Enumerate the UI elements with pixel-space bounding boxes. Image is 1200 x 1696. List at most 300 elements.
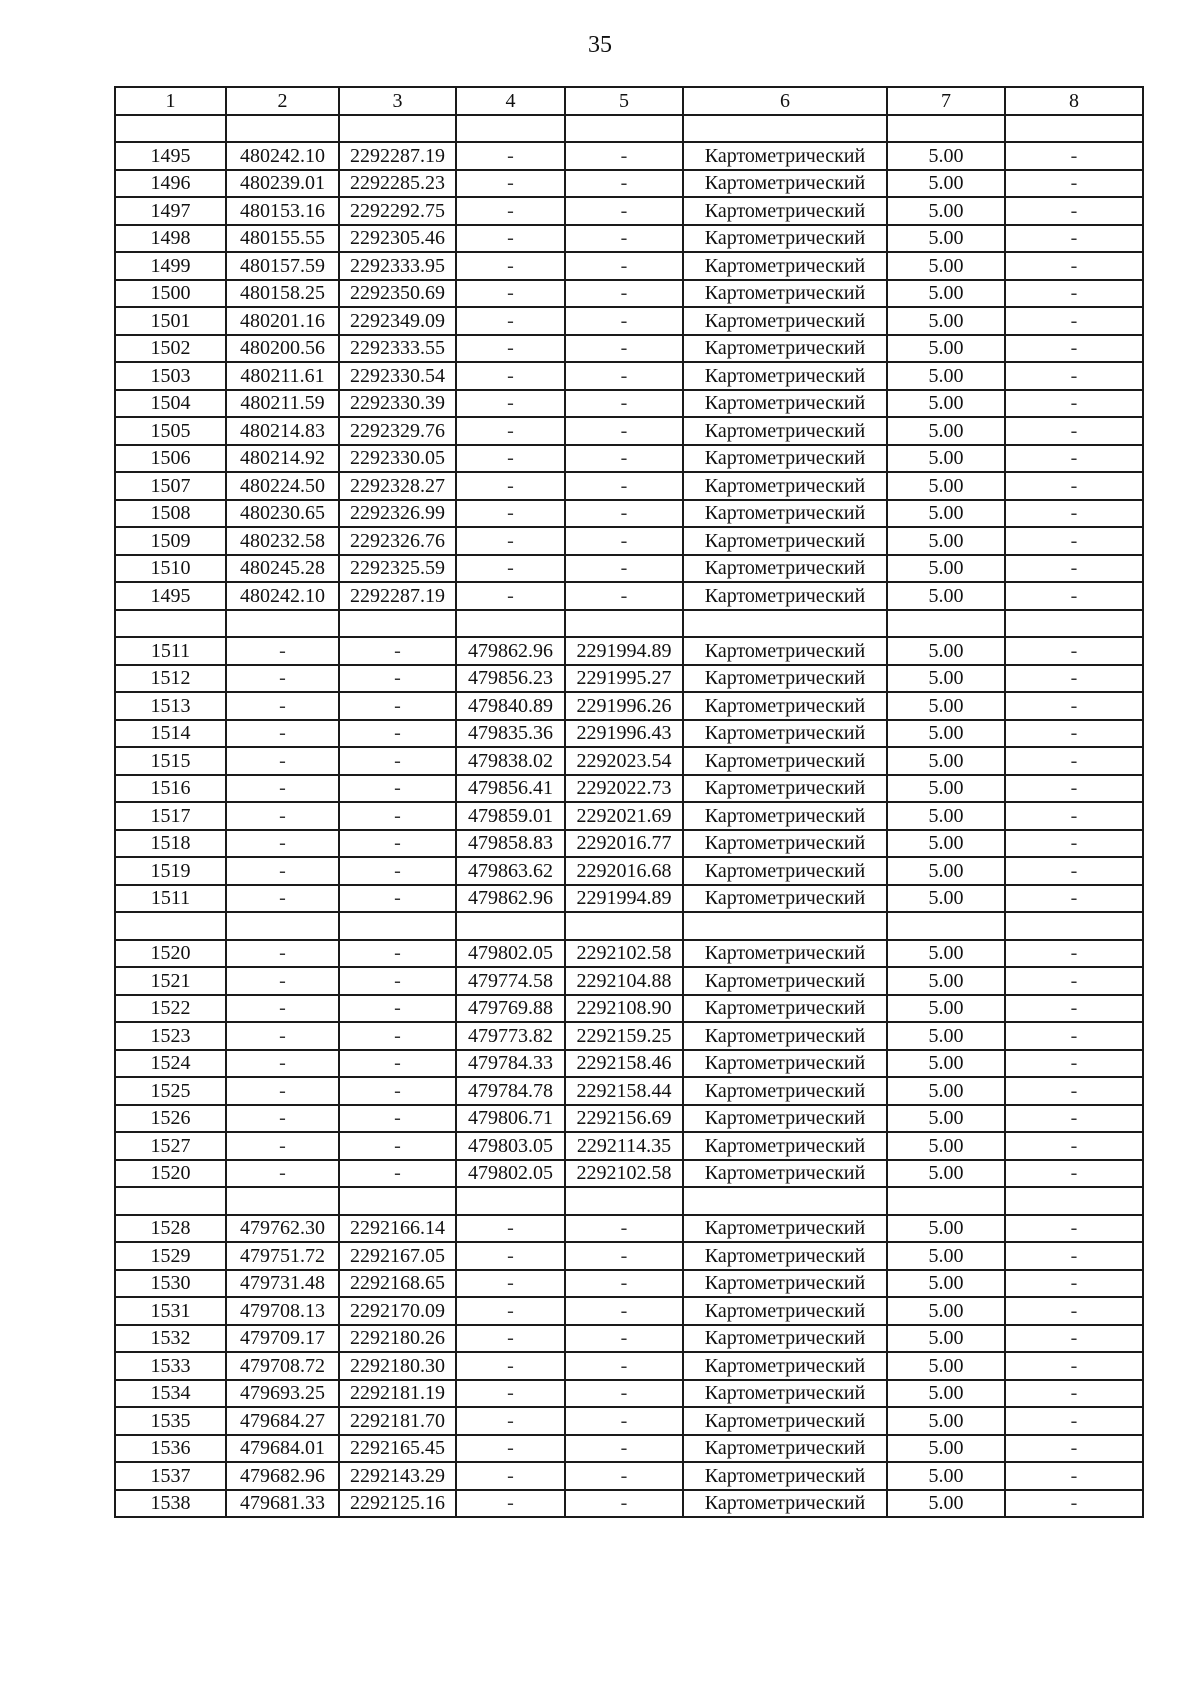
table-row — [115, 307, 1143, 335]
table-cell: 480211.59 — [226, 390, 339, 418]
table-cell: 5.00 — [887, 1490, 1005, 1518]
table-cell: 2292108.90 — [565, 995, 683, 1023]
empty-cell — [115, 610, 226, 638]
table-cell: - — [456, 582, 565, 610]
table-cell: 2292285.23 — [339, 170, 456, 198]
table-cell: 5.00 — [887, 527, 1005, 555]
table-cell: 2292181.70 — [339, 1407, 456, 1435]
table-cell: - — [1005, 1215, 1143, 1243]
table-cell: 2292168.65 — [339, 1270, 456, 1298]
table-cell: Картометрический — [683, 1132, 887, 1160]
table-cell: - — [226, 967, 339, 995]
empty-cell — [226, 912, 339, 940]
table-cell: - — [1005, 390, 1143, 418]
table-cell: 5.00 — [887, 885, 1005, 913]
table-cell: - — [565, 280, 683, 308]
empty-cell — [226, 1187, 339, 1215]
table-cell: - — [1005, 225, 1143, 253]
table-cell: 2292102.58 — [565, 940, 683, 968]
table-cell: Картометрический — [683, 1105, 887, 1133]
table-cell: Картометрический — [683, 500, 887, 528]
table-cell: 1535 — [115, 1407, 226, 1435]
table-cell: 2291996.43 — [565, 720, 683, 748]
table-cell: Картометрический — [683, 637, 887, 665]
table-cell: 1511 — [115, 885, 226, 913]
table-cell: 2292325.59 — [339, 555, 456, 583]
table-cell: 1522 — [115, 995, 226, 1023]
table-cell: 479802.05 — [456, 940, 565, 968]
table-cell: 5.00 — [887, 967, 1005, 995]
table-cell: 5.00 — [887, 720, 1005, 748]
table-cell: 2292021.69 — [565, 802, 683, 830]
table-cell: - — [1005, 1050, 1143, 1078]
table-cell: 2292102.58 — [565, 1160, 683, 1188]
table-cell: 2292158.44 — [565, 1077, 683, 1105]
table-cell: 5.00 — [887, 417, 1005, 445]
table-cell: 1508 — [115, 500, 226, 528]
table-cell: - — [456, 1490, 565, 1518]
table-row — [115, 885, 1143, 913]
table-row — [115, 637, 1143, 665]
table-cell: - — [565, 390, 683, 418]
table-cell: Картометрический — [683, 472, 887, 500]
table-cell: - — [565, 197, 683, 225]
table-cell: Картометрический — [683, 1160, 887, 1188]
separator-row — [115, 115, 1143, 143]
table-cell: 1506 — [115, 445, 226, 473]
table-cell: 5.00 — [887, 225, 1005, 253]
column-header: 4 — [456, 87, 565, 115]
empty-cell — [887, 1187, 1005, 1215]
table-row — [115, 417, 1143, 445]
table-cell: - — [1005, 1352, 1143, 1380]
table-cell: - — [1005, 885, 1143, 913]
table-cell: - — [456, 170, 565, 198]
table-cell: - — [565, 307, 683, 335]
empty-cell — [115, 1187, 226, 1215]
table-row — [115, 1325, 1143, 1353]
empty-cell — [115, 912, 226, 940]
table-cell: 479684.01 — [226, 1435, 339, 1463]
table-cell: Картометрический — [683, 280, 887, 308]
table-cell: 479769.88 — [456, 995, 565, 1023]
table-cell: 2292287.19 — [339, 142, 456, 170]
table-cell: 5.00 — [887, 775, 1005, 803]
table-cell: 5.00 — [887, 500, 1005, 528]
table-cell: - — [226, 775, 339, 803]
table-cell: - — [565, 1490, 683, 1518]
table-cell: 5.00 — [887, 252, 1005, 280]
table-cell: 5.00 — [887, 197, 1005, 225]
table-cell: 480158.25 — [226, 280, 339, 308]
table-cell: 2292158.46 — [565, 1050, 683, 1078]
table-cell: - — [1005, 830, 1143, 858]
table-cell: - — [456, 1242, 565, 1270]
table-cell: 2292104.88 — [565, 967, 683, 995]
table-cell: 480155.55 — [226, 225, 339, 253]
table-cell: - — [456, 1352, 565, 1380]
table-cell: 480242.10 — [226, 582, 339, 610]
table-cell: Картометрический — [683, 720, 887, 748]
table-cell: 5.00 — [887, 637, 1005, 665]
table-cell: - — [1005, 197, 1143, 225]
table-cell: - — [456, 280, 565, 308]
table-row — [115, 692, 1143, 720]
table-cell: - — [456, 472, 565, 500]
table-cell: Картометрический — [683, 1297, 887, 1325]
table-cell: - — [339, 1077, 456, 1105]
table-row — [115, 1297, 1143, 1325]
column-header: 8 — [1005, 87, 1143, 115]
table-cell: 1514 — [115, 720, 226, 748]
table-cell: 5.00 — [887, 555, 1005, 583]
table-cell: - — [226, 1022, 339, 1050]
table-cell: - — [565, 1242, 683, 1270]
table-cell: Картометрический — [683, 197, 887, 225]
table-body — [115, 115, 1143, 1518]
table-cell: - — [1005, 582, 1143, 610]
table-cell: 5.00 — [887, 472, 1005, 500]
table-cell: 479859.01 — [456, 802, 565, 830]
table-cell: 1518 — [115, 830, 226, 858]
table-cell: Картометрический — [683, 335, 887, 363]
table-cell: 5.00 — [887, 1242, 1005, 1270]
table-row — [115, 1050, 1143, 1078]
table-row — [115, 995, 1143, 1023]
table-cell: - — [456, 307, 565, 335]
table-cell: - — [226, 830, 339, 858]
table-cell: 1504 — [115, 390, 226, 418]
table-cell: - — [1005, 335, 1143, 363]
table-row — [115, 1242, 1143, 1270]
table-cell: 479863.62 — [456, 857, 565, 885]
table-cell: - — [1005, 170, 1143, 198]
table-cell: - — [456, 1297, 565, 1325]
table-cell: - — [339, 857, 456, 885]
table-cell: 5.00 — [887, 390, 1005, 418]
table-cell: Картометрический — [683, 445, 887, 473]
table-row — [115, 252, 1143, 280]
table-cell: 5.00 — [887, 665, 1005, 693]
table-cell: - — [565, 500, 683, 528]
table-cell: 1505 — [115, 417, 226, 445]
table-cell: 1512 — [115, 665, 226, 693]
table-cell: 479682.96 — [226, 1462, 339, 1490]
column-header: 1 — [115, 87, 226, 115]
table-cell: - — [1005, 1105, 1143, 1133]
table-cell: - — [226, 1132, 339, 1160]
table-row — [115, 1077, 1143, 1105]
table-cell: - — [565, 170, 683, 198]
table-cell: 479708.72 — [226, 1352, 339, 1380]
table-cell: - — [565, 1435, 683, 1463]
column-header: 5 — [565, 87, 683, 115]
table-cell: - — [339, 995, 456, 1023]
table-cell: 1499 — [115, 252, 226, 280]
table-cell: 2292329.76 — [339, 417, 456, 445]
table-cell: Картометрический — [683, 307, 887, 335]
table-cell: - — [226, 1160, 339, 1188]
empty-cell — [683, 115, 887, 143]
table-cell: 2292125.16 — [339, 1490, 456, 1518]
table-cell: 479693.25 — [226, 1380, 339, 1408]
table-cell: 1517 — [115, 802, 226, 830]
table-cell: Картометрический — [683, 1380, 887, 1408]
table-cell: Картометрический — [683, 940, 887, 968]
separator-row — [115, 610, 1143, 638]
table-cell: - — [565, 582, 683, 610]
table-cell: 5.00 — [887, 995, 1005, 1023]
table-cell: Картометрический — [683, 747, 887, 775]
table-cell: - — [565, 225, 683, 253]
table-cell: 1530 — [115, 1270, 226, 1298]
table-cell: Картометрический — [683, 555, 887, 583]
table-cell: 2292114.35 — [565, 1132, 683, 1160]
table-row — [115, 1462, 1143, 1490]
table-row — [115, 1435, 1143, 1463]
table-cell: Картометрический — [683, 885, 887, 913]
table-cell: 5.00 — [887, 142, 1005, 170]
table-cell: 1532 — [115, 1325, 226, 1353]
table-cell: 480230.65 — [226, 500, 339, 528]
separator-row — [115, 912, 1143, 940]
table-cell: 479784.33 — [456, 1050, 565, 1078]
table-cell: - — [1005, 472, 1143, 500]
empty-cell — [887, 115, 1005, 143]
table-cell: - — [226, 637, 339, 665]
table-cell: - — [565, 1352, 683, 1380]
table-cell: - — [1005, 637, 1143, 665]
table-row — [115, 197, 1143, 225]
table-cell: 480153.16 — [226, 197, 339, 225]
table-row — [115, 857, 1143, 885]
table-cell: 5.00 — [887, 582, 1005, 610]
table-cell: 2291994.89 — [565, 637, 683, 665]
table-cell: - — [226, 995, 339, 1023]
table-cell: 1520 — [115, 940, 226, 968]
table-cell: - — [339, 637, 456, 665]
empty-cell — [1005, 1187, 1143, 1215]
table-row — [115, 390, 1143, 418]
table-cell: 2291995.27 — [565, 665, 683, 693]
table-cell: - — [1005, 252, 1143, 280]
table-cell: Картометрический — [683, 692, 887, 720]
table-row — [115, 967, 1143, 995]
table-cell: - — [1005, 500, 1143, 528]
table-cell: 1507 — [115, 472, 226, 500]
table-cell: 1516 — [115, 775, 226, 803]
table-cell: Картометрический — [683, 665, 887, 693]
table-cell: - — [1005, 720, 1143, 748]
table-row — [115, 1105, 1143, 1133]
table-cell: 479856.23 — [456, 665, 565, 693]
table-cell: - — [456, 362, 565, 390]
table-cell: 1524 — [115, 1050, 226, 1078]
table-row — [115, 1022, 1143, 1050]
table-cell: 2292333.55 — [339, 335, 456, 363]
table-cell: 1495 — [115, 142, 226, 170]
table-cell: 2292326.76 — [339, 527, 456, 555]
table-cell: 1521 — [115, 967, 226, 995]
table-cell: 479751.72 — [226, 1242, 339, 1270]
table-cell: - — [1005, 1490, 1143, 1518]
empty-cell — [339, 912, 456, 940]
table-cell: 1529 — [115, 1242, 226, 1270]
table-cell: 2292170.09 — [339, 1297, 456, 1325]
table-cell: - — [1005, 1380, 1143, 1408]
table-cell: 479681.33 — [226, 1490, 339, 1518]
table-cell: 479840.89 — [456, 692, 565, 720]
table-cell: 2292159.25 — [565, 1022, 683, 1050]
table-row — [115, 280, 1143, 308]
empty-cell — [683, 610, 887, 638]
empty-cell — [115, 115, 226, 143]
table-cell: 480232.58 — [226, 527, 339, 555]
table-cell: - — [565, 142, 683, 170]
table-cell: 5.00 — [887, 1050, 1005, 1078]
table-cell: - — [565, 335, 683, 363]
empty-cell — [565, 115, 683, 143]
table-row — [115, 720, 1143, 748]
table-cell: 5.00 — [887, 1270, 1005, 1298]
empty-cell — [456, 912, 565, 940]
table-cell: 5.00 — [887, 170, 1005, 198]
table-cell: 2292330.39 — [339, 390, 456, 418]
table-cell: - — [1005, 417, 1143, 445]
table-cell: - — [456, 1270, 565, 1298]
column-header: 6 — [683, 87, 887, 115]
table-cell: - — [1005, 445, 1143, 473]
table-header-row — [115, 87, 1143, 115]
table-cell: - — [1005, 1297, 1143, 1325]
table-cell: - — [456, 1407, 565, 1435]
table-row — [115, 1407, 1143, 1435]
table-cell: 1513 — [115, 692, 226, 720]
table-cell: - — [226, 857, 339, 885]
table-cell: - — [1005, 527, 1143, 555]
table-row — [115, 500, 1143, 528]
table-cell: 480245.28 — [226, 555, 339, 583]
empty-cell — [226, 610, 339, 638]
table-cell: 1534 — [115, 1380, 226, 1408]
table-row — [115, 1352, 1143, 1380]
table-cell: Картометрический — [683, 362, 887, 390]
table-cell: - — [339, 830, 456, 858]
empty-cell — [565, 1187, 683, 1215]
table-cell: 5.00 — [887, 830, 1005, 858]
table-cell: 479862.96 — [456, 637, 565, 665]
table-cell: - — [565, 1462, 683, 1490]
table-cell: - — [565, 1380, 683, 1408]
table-cell: - — [1005, 142, 1143, 170]
table-cell: 479708.13 — [226, 1297, 339, 1325]
table-cell: - — [339, 692, 456, 720]
table-cell: - — [226, 1077, 339, 1105]
table-cell: - — [1005, 747, 1143, 775]
table-cell: - — [565, 445, 683, 473]
table-cell: 1537 — [115, 1462, 226, 1490]
table-cell: 1500 — [115, 280, 226, 308]
table-cell: 2292330.54 — [339, 362, 456, 390]
table-cell: - — [565, 1325, 683, 1353]
table-cell: - — [565, 362, 683, 390]
table-cell: 1528 — [115, 1215, 226, 1243]
empty-cell — [683, 1187, 887, 1215]
table-cell: 1526 — [115, 1105, 226, 1133]
table-cell: - — [1005, 280, 1143, 308]
table-cell: 2292350.69 — [339, 280, 456, 308]
table-cell: Картометрический — [683, 1352, 887, 1380]
empty-cell — [339, 610, 456, 638]
table-cell: Картометрический — [683, 1407, 887, 1435]
column-header: 3 — [339, 87, 456, 115]
column-header: 7 — [887, 87, 1005, 115]
table-cell: - — [339, 747, 456, 775]
table-cell: 1519 — [115, 857, 226, 885]
table-cell: - — [456, 142, 565, 170]
table-cell: Картометрический — [683, 1077, 887, 1105]
table-cell: 1496 — [115, 170, 226, 198]
table-cell: 5.00 — [887, 1407, 1005, 1435]
table-cell: - — [1005, 995, 1143, 1023]
empty-cell — [565, 912, 683, 940]
table-cell: - — [226, 885, 339, 913]
table-cell: 479806.71 — [456, 1105, 565, 1133]
coordinates-table — [114, 86, 1144, 1518]
table-cell: 5.00 — [887, 940, 1005, 968]
table-cell: - — [456, 335, 565, 363]
table-row — [115, 555, 1143, 583]
table-cell: Картометрический — [683, 967, 887, 995]
table-row — [115, 582, 1143, 610]
table-row — [115, 1490, 1143, 1518]
table-cell: 2292330.05 — [339, 445, 456, 473]
table-cell: 1520 — [115, 1160, 226, 1188]
table-cell: 2292016.77 — [565, 830, 683, 858]
table-cell: - — [1005, 775, 1143, 803]
table-cell: - — [456, 1462, 565, 1490]
table-row — [115, 527, 1143, 555]
table-cell: 1523 — [115, 1022, 226, 1050]
table-cell: 1510 — [115, 555, 226, 583]
table-cell: Картометрический — [683, 527, 887, 555]
table-cell: - — [456, 555, 565, 583]
table-cell: 1495 — [115, 582, 226, 610]
table-cell: Картометрический — [683, 252, 887, 280]
table-cell: 2292333.95 — [339, 252, 456, 280]
table-cell: 1503 — [115, 362, 226, 390]
table-cell: Картометрический — [683, 802, 887, 830]
table-cell: - — [1005, 1132, 1143, 1160]
table-cell: - — [339, 720, 456, 748]
table-cell: Картометрический — [683, 1462, 887, 1490]
table-cell: Картометрический — [683, 775, 887, 803]
table-cell: - — [565, 1297, 683, 1325]
table-row — [115, 142, 1143, 170]
table-row — [115, 362, 1143, 390]
table-cell: 2292180.30 — [339, 1352, 456, 1380]
table-row — [115, 802, 1143, 830]
table-cell: - — [339, 665, 456, 693]
table-cell: 5.00 — [887, 445, 1005, 473]
table-cell: - — [456, 1435, 565, 1463]
table-cell: 2292328.27 — [339, 472, 456, 500]
table-cell: 2292292.75 — [339, 197, 456, 225]
table-cell: - — [565, 555, 683, 583]
table-cell: - — [1005, 1022, 1143, 1050]
empty-cell — [339, 115, 456, 143]
empty-cell — [339, 1187, 456, 1215]
